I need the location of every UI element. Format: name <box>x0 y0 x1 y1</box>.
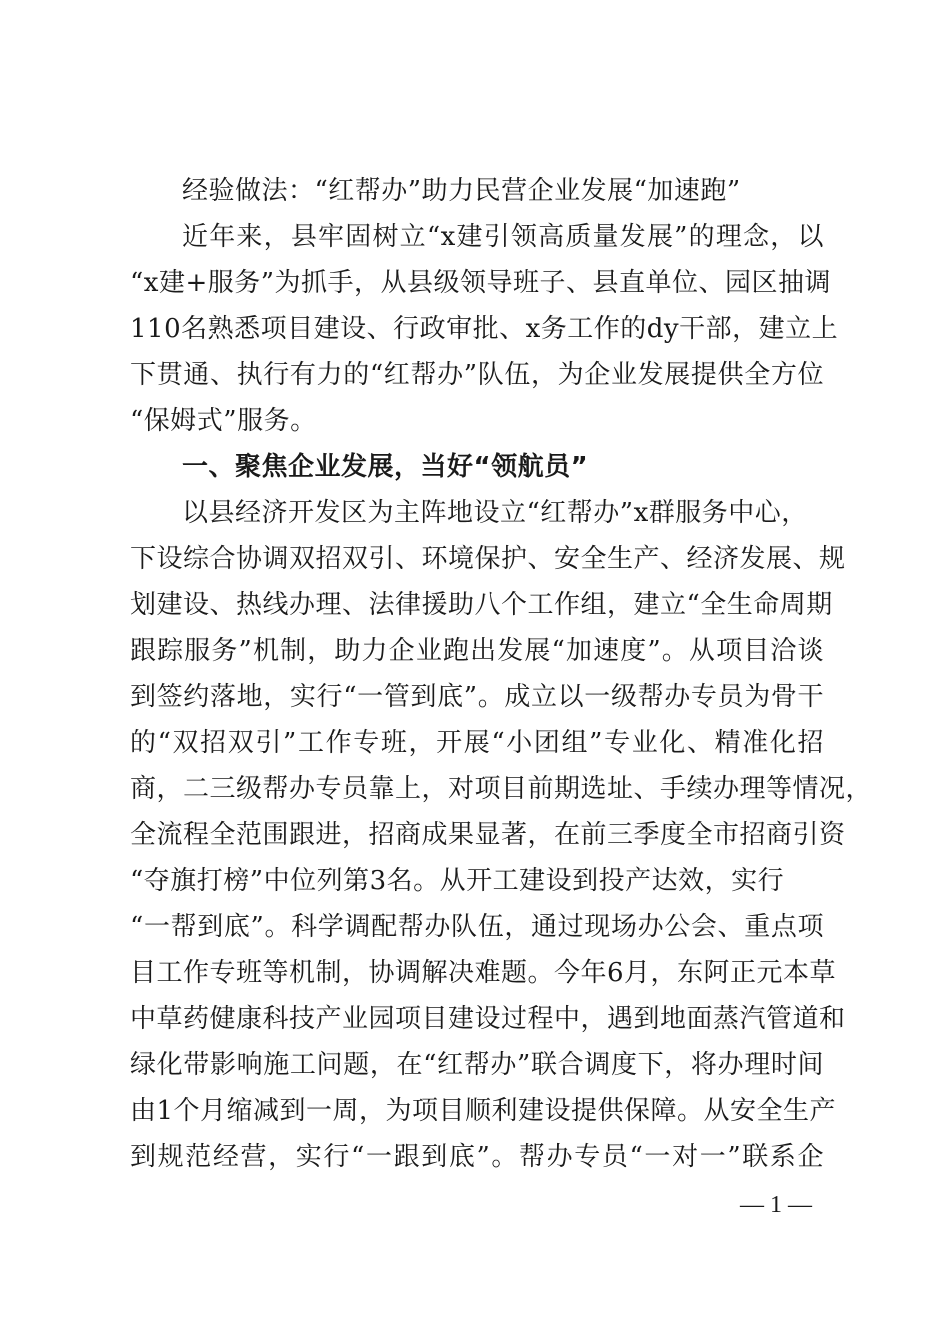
intro-line: 近年来，县牢固树立“x建引领高质量发展”的理念，以 <box>182 222 824 252</box>
section-line: 以县经济开发区为主阵地设立“红帮办”x群服务中心， <box>182 498 808 528</box>
section-line: 跟踪服务”机制，助力企业跑出发展“加速度”。从项目洽谈 <box>130 636 824 666</box>
section-line: 到规范经营，实行“一跟到底”。帮办专员“一对一”联系企 <box>130 1142 824 1172</box>
section-line: “一帮到底”。科学调配帮办队伍，通过现场办公会、重点项 <box>130 912 824 942</box>
section-line: 的“双招双引”工作专班，开展“小团组”专业化、精准化招 <box>130 728 824 758</box>
section-line: 中草药健康科技产业园项目建设过程中，遇到地面蒸汽管道和 <box>130 1004 846 1034</box>
section-line: 由1个月缩减到一周，为项目顺利建设提供保障。从安全生产 <box>130 1096 837 1126</box>
section-line: “夺旗打榜”中位列第3名。从开工建设到投产达效，实行 <box>130 866 785 896</box>
section-line: 到签约落地，实行“一管到底”。成立以一级帮办专员为骨干 <box>130 682 824 712</box>
document-title: 经验做法：“红帮办”助力民营企业发展“加速跑” <box>182 176 741 206</box>
intro-line: “保姆式”服务。 <box>130 406 317 436</box>
intro-line: 110名熟悉项目建设、行政审批、x务工作的dy干部，建立上 <box>130 314 839 344</box>
section-line: 目工作专班等机制，协调解决难题。今年6月，东阿正元本草 <box>130 958 837 988</box>
page-number: — 1 — <box>740 1192 812 1218</box>
document-body <box>130 168 873 1180</box>
intro-line: “x建+服务”为抓手，从县级领导班子、县直单位、园区抽调 <box>130 268 832 298</box>
section-heading: 一、聚焦企业发展，当好“领航员” <box>182 452 589 482</box>
section-line: 划建设、热线办理、法律援助八个工作组，建立“全生命周期 <box>130 590 833 620</box>
section-line: 绿化带影响施工问题，在“红帮办”联合调度下，将办理时间 <box>130 1050 824 1080</box>
section-line: 全流程全范围跟进，招商成果显著，在前三季度全市招商引资 <box>130 820 846 850</box>
section-line: 商，二三级帮办专员靠上，对项目前期选址、手续办理等情况， <box>130 774 873 804</box>
intro-line: 下贯通、执行有力的“红帮办”队伍，为企业发展提供全方位 <box>130 360 824 390</box>
section-line: 下设综合协调双招双引、环境保护、安全生产、经济发展、规 <box>130 544 846 574</box>
